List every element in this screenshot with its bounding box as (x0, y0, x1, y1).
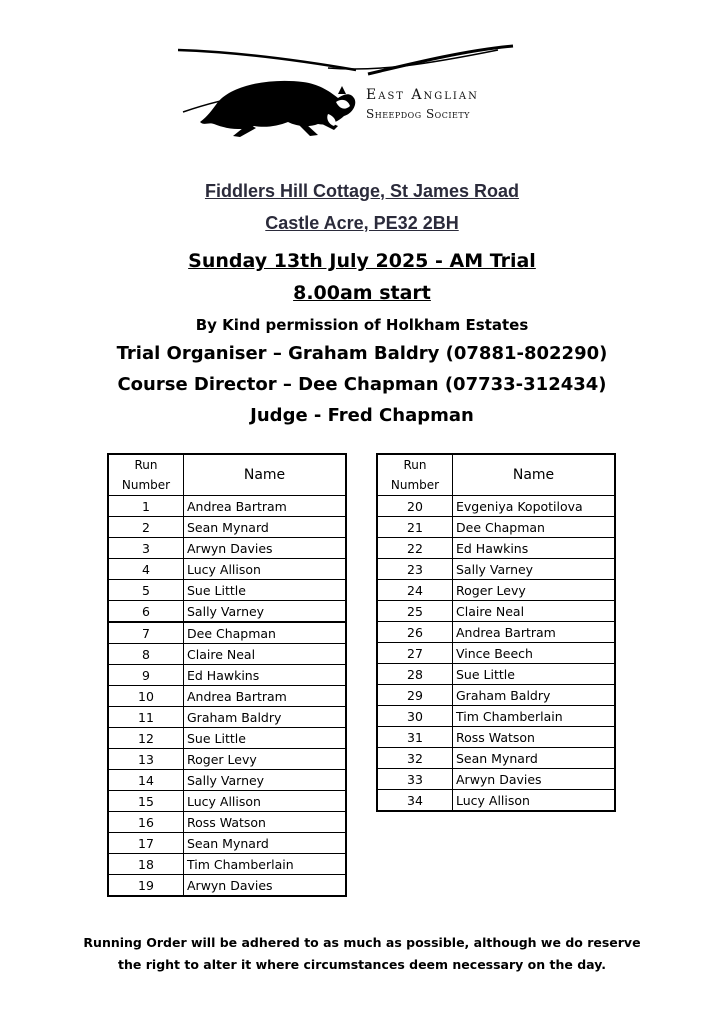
run-number: 5 (108, 580, 184, 601)
society-logo (178, 42, 518, 142)
table-row (108, 622, 346, 644)
run-number: 10 (108, 686, 184, 707)
table-row (108, 854, 346, 875)
running-order-table-left (107, 453, 347, 897)
run-number: 34 (377, 790, 453, 812)
table-row (377, 748, 615, 769)
table-row (108, 538, 346, 559)
event-date: Sunday 13th July 2025 - AM Trial (188, 250, 536, 272)
table-row (377, 559, 615, 580)
handler-name: Tim Chamberlain (453, 706, 616, 727)
handler-name: Sean Mynard (184, 833, 347, 854)
handler-name: Sue Little (184, 728, 347, 749)
handler-name: Ed Hawkins (184, 665, 347, 686)
table-row (108, 770, 346, 791)
run-number: 17 (108, 833, 184, 854)
handler-name: Sean Mynard (184, 517, 347, 538)
table-row (377, 622, 615, 643)
run-number: 30 (377, 706, 453, 727)
run-number-header (108, 454, 184, 496)
table-row (108, 644, 346, 665)
handler-name: Ross Watson (184, 812, 347, 833)
table-row (108, 580, 346, 601)
table-row (108, 812, 346, 833)
name-header: Name (184, 454, 347, 496)
table-row (377, 580, 615, 601)
venue-address-line1: Fiddlers Hill Cottage, St James Road (204, 181, 520, 201)
run-number: 31 (377, 727, 453, 748)
handler-name: Arwyn Davies (453, 769, 616, 790)
table-row (108, 665, 346, 686)
handler-name: Claire Neal (453, 601, 616, 622)
handler-name: Roger Levy (453, 580, 616, 601)
handler-name: Evgeniya Kopotilova (453, 496, 616, 517)
table-row (108, 601, 346, 623)
run-number: 22 (377, 538, 453, 559)
trial-organiser: Trial Organiser – Graham Baldry (07881-802290) (116, 343, 608, 364)
handler-name: Arwyn Davies (184, 875, 347, 897)
table-row (377, 664, 615, 685)
run-header-line1: Run (134, 458, 158, 472)
handler-name: Vince Beech (453, 643, 616, 664)
handler-name: Lucy Allison (184, 791, 347, 812)
table-row (377, 538, 615, 559)
society-name-line2: Sheepdog Society (366, 107, 470, 121)
table-row (108, 875, 346, 897)
table-row (377, 517, 615, 538)
run-number-header (377, 454, 453, 496)
table-row (108, 496, 346, 517)
table-row (377, 790, 615, 812)
handler-name: Sue Little (453, 664, 616, 685)
run-number: 12 (108, 728, 184, 749)
run-number: 13 (108, 749, 184, 770)
run-number: 14 (108, 770, 184, 791)
handler-name: Arwyn Davies (184, 538, 347, 559)
run-number: 2 (108, 517, 184, 538)
table-row (108, 749, 346, 770)
handler-name: Sally Varney (453, 559, 616, 580)
handler-name: Andrea Bartram (453, 622, 616, 643)
handler-name: Dee Chapman (184, 622, 347, 644)
society-name-line1: East Anglian (366, 87, 479, 103)
table-row (377, 685, 615, 706)
run-number: 29 (377, 685, 453, 706)
run-number: 28 (377, 664, 453, 685)
run-number: 20 (377, 496, 453, 517)
handler-name: Roger Levy (184, 749, 347, 770)
handler-name: Graham Baldry (184, 707, 347, 728)
running-order-note (60, 932, 664, 976)
run-number: 19 (108, 875, 184, 897)
venue-address-line2: Castle Acre, PE32 2BH (265, 213, 459, 233)
run-number: 32 (377, 748, 453, 769)
table-row (377, 643, 615, 664)
event-start-time: 8.00am start (293, 282, 431, 304)
table-row (108, 559, 346, 580)
handler-name: Andrea Bartram (184, 496, 347, 517)
running-order-table-right (376, 453, 616, 812)
run-header-line2: Number (390, 478, 440, 492)
run-number: 4 (108, 559, 184, 580)
handler-name: Ross Watson (453, 727, 616, 748)
run-header-line1: Run (403, 458, 427, 472)
handler-name: Dee Chapman (453, 517, 616, 538)
run-number: 27 (377, 643, 453, 664)
table-row (108, 707, 346, 728)
judge: Judge - Fred Chapman (250, 405, 474, 426)
table-row (377, 706, 615, 727)
table-row (108, 791, 346, 812)
handler-name: Lucy Allison (184, 559, 347, 580)
footer-line1: Running Order will be adhered to as much as possible, although we do reserve (83, 935, 641, 950)
run-number: 3 (108, 538, 184, 559)
handler-name: Sue Little (184, 580, 347, 601)
course-director: Course Director – Dee Chapman (07733-312434) (117, 374, 607, 395)
run-number: 6 (108, 601, 184, 623)
handler-name: Ed Hawkins (453, 538, 616, 559)
run-number: 15 (108, 791, 184, 812)
handler-name: Sean Mynard (453, 748, 616, 769)
run-number: 26 (377, 622, 453, 643)
run-number: 23 (377, 559, 453, 580)
table-row (377, 769, 615, 790)
table-row (108, 517, 346, 538)
run-number: 8 (108, 644, 184, 665)
permission-note: By Kind permission of Holkham Estates (195, 316, 529, 334)
footer-line2: the right to alter it where circumstances deem necessary on the day. (118, 957, 606, 972)
run-number: 11 (108, 707, 184, 728)
run-header-line2: Number (121, 478, 171, 492)
table-row (377, 601, 615, 622)
table-row (377, 496, 615, 517)
run-number: 33 (377, 769, 453, 790)
run-number: 18 (108, 854, 184, 875)
handler-name: Graham Baldry (453, 685, 616, 706)
run-number: 9 (108, 665, 184, 686)
handler-name: Sally Varney (184, 601, 347, 623)
run-number: 1 (108, 496, 184, 517)
table-row (108, 728, 346, 749)
handler-name: Tim Chamberlain (184, 854, 347, 875)
run-number: 25 (377, 601, 453, 622)
name-header: Name (453, 454, 616, 496)
table-header-row (108, 454, 346, 496)
table-row (108, 686, 346, 707)
handler-name: Lucy Allison (453, 790, 616, 812)
run-number: 16 (108, 812, 184, 833)
run-number: 21 (377, 517, 453, 538)
run-number: 24 (377, 580, 453, 601)
handler-name: Sally Varney (184, 770, 347, 791)
society-name (366, 88, 479, 120)
run-number: 7 (108, 622, 184, 644)
handler-name: Claire Neal (184, 644, 347, 665)
table-row (377, 727, 615, 748)
table-header-row (377, 454, 615, 496)
table-row (108, 833, 346, 854)
handler-name: Andrea Bartram (184, 686, 347, 707)
